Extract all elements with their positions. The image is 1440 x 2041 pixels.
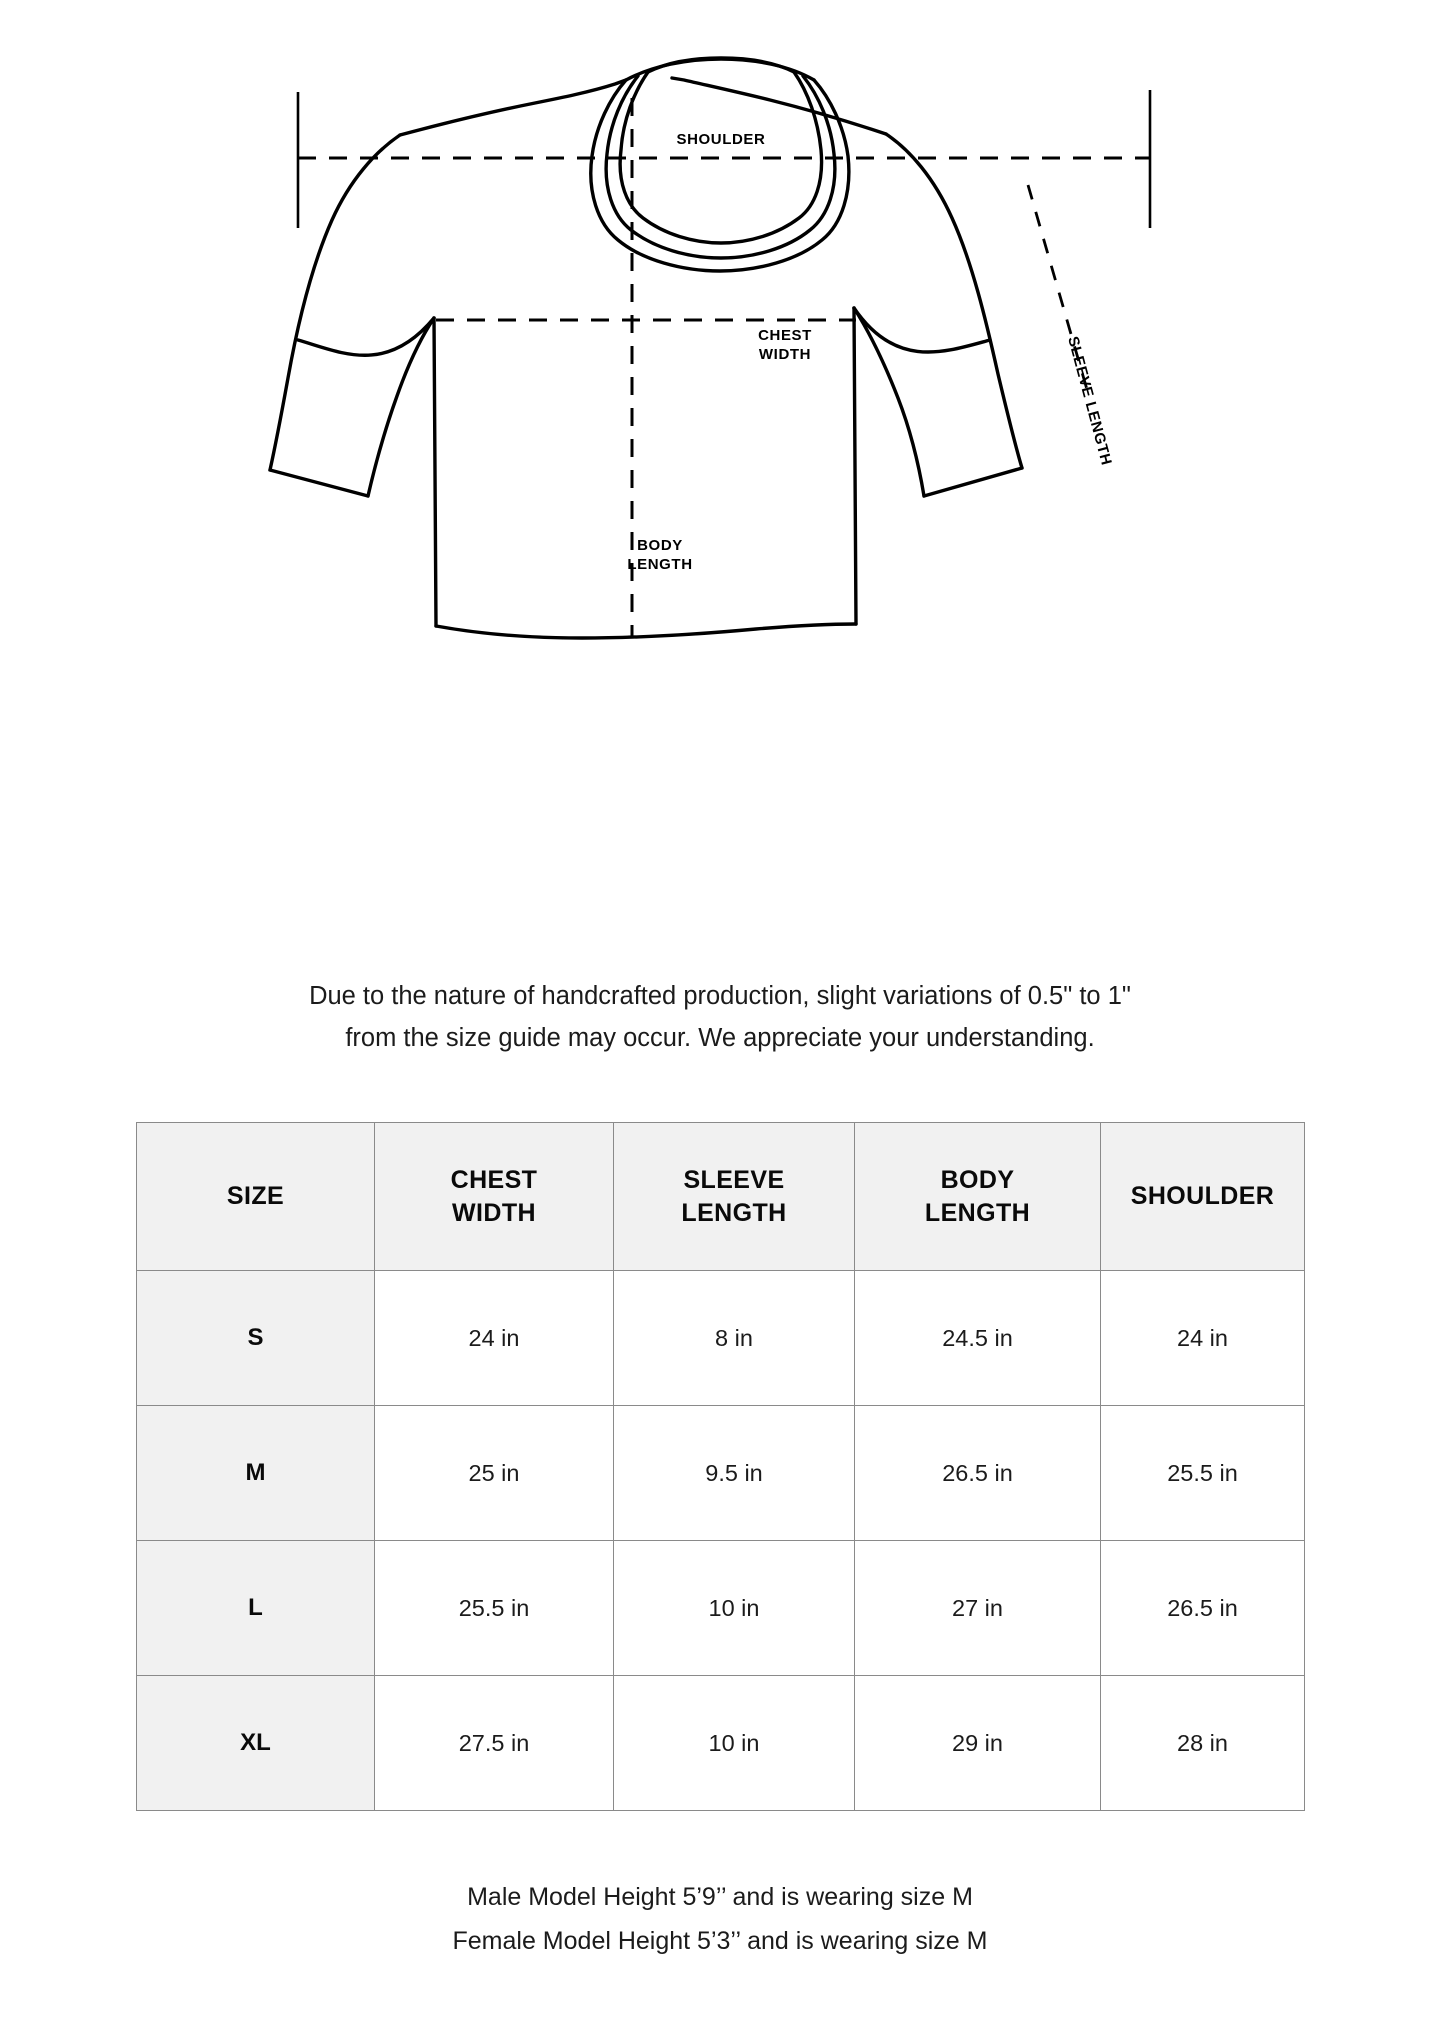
cell-body-length: 27 in <box>855 1541 1101 1676</box>
cell-sleeve-length: 10 in <box>614 1541 855 1676</box>
col-header-body-length <box>855 1123 1101 1271</box>
col-header-shoulder-text: SHOULDER <box>1130 1182 1275 1210</box>
cell-chest-width: 24 in <box>375 1271 614 1406</box>
col-header-chest-line1: CHEST <box>450 1165 538 1194</box>
size-chart-body <box>137 1271 1305 1811</box>
male-model-note: Male Model Height 5’9’’ and is wearing size M <box>467 1883 973 1911</box>
col-header-shoulder <box>1101 1123 1305 1271</box>
cell-body-length: 26.5 in <box>855 1406 1101 1541</box>
col-header-chest-width <box>375 1123 614 1271</box>
tshirt-diagram <box>0 40 1440 920</box>
chest-width-label-line1: CHEST <box>758 327 812 344</box>
cell-chest-width: 27.5 in <box>375 1676 614 1811</box>
col-header-body-line1: BODY <box>940 1165 1015 1194</box>
col-header-size-text: SIZE <box>226 1182 285 1210</box>
table-row <box>137 1271 1305 1406</box>
table-row <box>137 1541 1305 1676</box>
model-height-notes <box>0 1875 1440 1963</box>
cell-shoulder: 26.5 in <box>1101 1541 1305 1676</box>
chest-width-label-line2: WIDTH <box>758 346 812 363</box>
size-chart-head <box>137 1123 1305 1271</box>
cell-body-length: 24.5 in <box>855 1271 1101 1406</box>
cell-sleeve-length: 10 in <box>614 1676 855 1811</box>
col-header-chest-line2: WIDTH <box>452 1198 536 1227</box>
sleeve-length-label: SLEEVE LENGTH <box>1064 334 1115 468</box>
female-model-note: Female Model Height 5’3’’ and is wearing size M <box>452 1927 988 1955</box>
col-header-sleeve-length <box>614 1123 855 1271</box>
col-header-sleeve-line2: LENGTH <box>681 1198 787 1227</box>
shoulder-label: SHOULDER <box>676 131 766 148</box>
col-header-body-line2: LENGTH <box>924 1198 1031 1227</box>
tshirt-diagram-svg <box>190 40 1250 740</box>
cell-sleeve-length: 8 in <box>614 1271 855 1406</box>
size-chart-container <box>136 1122 1304 1811</box>
table-row <box>137 1676 1305 1811</box>
col-header-sleeve-line1: SLEEVE <box>683 1165 785 1194</box>
cell-size: L <box>137 1541 375 1676</box>
disclaimer-line-2: from the size guide may occur. We appreciate your understanding. <box>345 1024 1095 1052</box>
production-disclaimer <box>0 975 1440 1059</box>
cell-sleeve-length: 9.5 in <box>614 1406 855 1541</box>
table-header-row <box>137 1123 1305 1271</box>
cell-size: S <box>137 1271 375 1406</box>
cell-chest-width: 25.5 in <box>375 1541 614 1676</box>
body-length-label-line2: LENGTH <box>627 556 693 573</box>
cell-size: M <box>137 1406 375 1541</box>
cell-shoulder: 24 in <box>1101 1271 1305 1406</box>
size-chart-table <box>136 1122 1305 1811</box>
cell-shoulder: 25.5 in <box>1101 1406 1305 1541</box>
cell-body-length: 29 in <box>855 1676 1101 1811</box>
disclaimer-line-1: Due to the nature of handcrafted production, slight variations of 0.5" to 1" <box>309 982 1131 1010</box>
cell-shoulder: 28 in <box>1101 1676 1305 1811</box>
cell-size: XL <box>137 1676 375 1811</box>
cell-chest-width: 25 in <box>375 1406 614 1541</box>
col-header-size <box>137 1123 375 1271</box>
body-length-label-line1: BODY <box>637 537 683 554</box>
table-row <box>137 1406 1305 1541</box>
